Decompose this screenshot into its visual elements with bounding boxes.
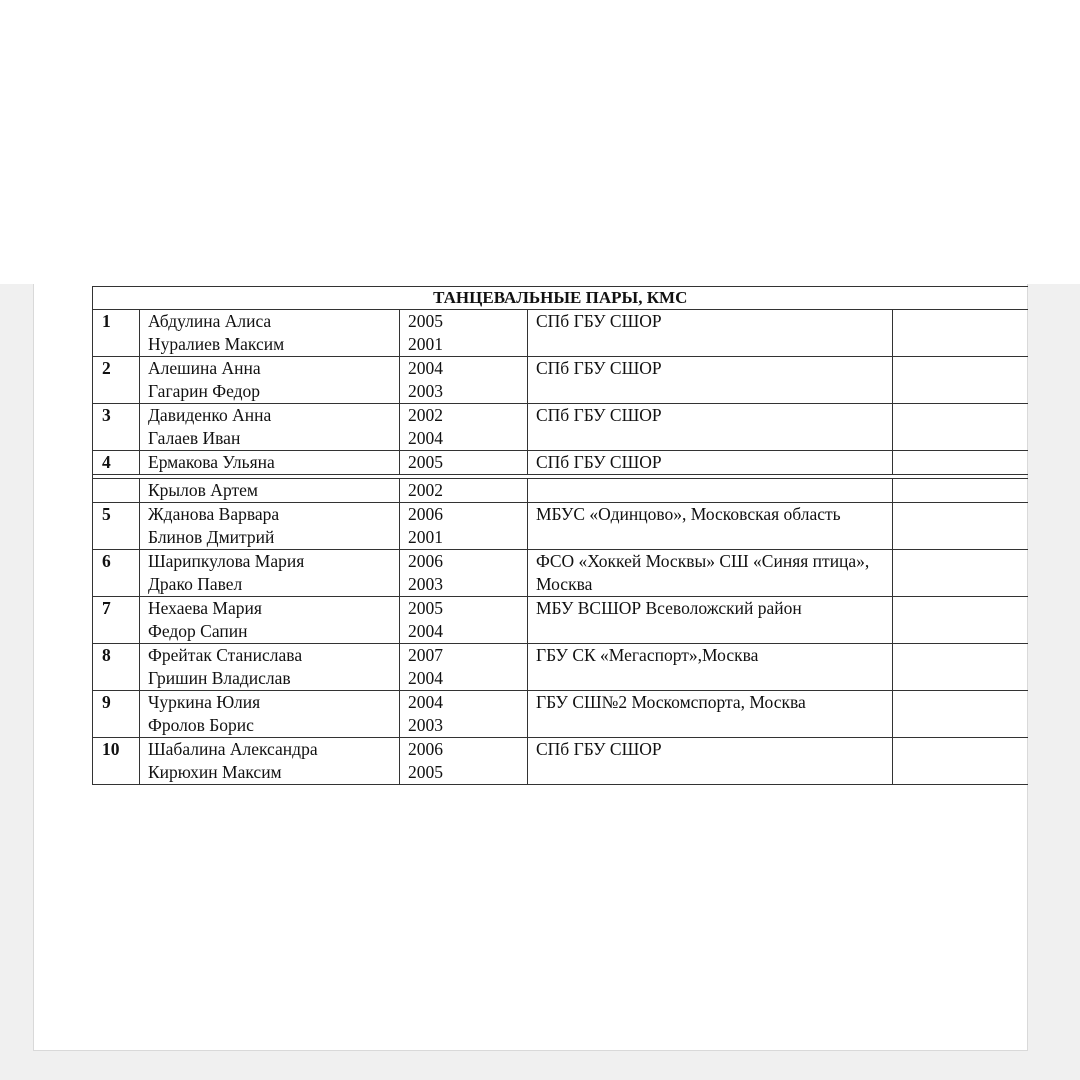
row-number: 8 (93, 644, 140, 691)
partner-name: Давиденко Анна (148, 405, 272, 425)
birth-year: 2006 (408, 739, 443, 759)
birth-year: 2004 (408, 428, 443, 448)
table-row (93, 404, 1028, 451)
table-row (93, 597, 1028, 644)
empty-cell (893, 644, 1028, 691)
birth-year: 2003 (408, 381, 443, 401)
pair-years (400, 357, 528, 404)
club-name: ГБУ СК «Мегаспорт»,Москва (528, 644, 893, 691)
birth-year: 2006 (408, 504, 443, 524)
pair-years (400, 691, 528, 738)
birth-year: 2003 (408, 715, 443, 735)
table-row (93, 644, 1028, 691)
page-top-margin (0, 0, 1080, 284)
empty-cell (893, 357, 1028, 404)
pair-years (400, 550, 528, 597)
partner-name: Фролов Борис (148, 715, 254, 735)
club-name: СПб ГБУ СШОР (528, 738, 893, 785)
partner-name: Фрейтак Станислава (148, 645, 303, 665)
birth-year: 2005 (400, 451, 528, 475)
partner-name: Ермакова Ульяна (140, 451, 400, 475)
partner-name: Абдулина Алиса (148, 311, 272, 331)
birth-year: 2002 (400, 479, 528, 503)
table-row (93, 451, 1028, 475)
pairs-table (92, 286, 1028, 785)
table-title-row (93, 287, 1028, 310)
table-row (93, 479, 1028, 503)
row-number: 1 (93, 310, 140, 357)
partner-name: Гришин Владислав (148, 668, 291, 688)
pair-names (140, 597, 400, 644)
row-number (93, 479, 140, 503)
pair-names (140, 644, 400, 691)
birth-year: 2004 (408, 668, 443, 688)
birth-year: 2005 (408, 762, 443, 782)
pair-years (400, 597, 528, 644)
partner-name: Гагарин Федор (148, 381, 261, 401)
partner-name: Кирюхин Максим (148, 762, 282, 782)
row-number: 4 (93, 451, 140, 475)
partner-name: Алешина Анна (148, 358, 261, 378)
birth-year: 2004 (408, 358, 443, 378)
partner-name: Чуркина Юлия (148, 692, 261, 712)
partner-name: Федор Сапин (148, 621, 248, 641)
table-row (93, 503, 1028, 550)
pair-names (140, 357, 400, 404)
empty-cell (893, 597, 1028, 644)
club-name: СПб ГБУ СШОР (528, 310, 893, 357)
table-row (93, 738, 1028, 785)
pair-years (400, 503, 528, 550)
birth-year: 2005 (408, 311, 443, 331)
pair-years (400, 644, 528, 691)
club-name: МБУ ВСШОР Всеволожский район (528, 597, 893, 644)
pair-names (140, 550, 400, 597)
row-number: 5 (93, 503, 140, 550)
pair-years (400, 738, 528, 785)
pair-years (400, 310, 528, 357)
club-name: МБУС «Одинцово», Московская область (528, 503, 893, 550)
row-number: 9 (93, 691, 140, 738)
row-number: 6 (93, 550, 140, 597)
empty-cell (893, 310, 1028, 357)
table-title: ТАНЦЕВАЛЬНЫЕ ПАРЫ, КМС (93, 287, 1028, 310)
birth-year: 2001 (408, 527, 443, 547)
empty-cell (893, 550, 1028, 597)
partner-name: Шабалина Александра (148, 739, 318, 759)
pair-names (140, 738, 400, 785)
empty-cell (893, 479, 1028, 503)
partner-name: Жданова Варвара (148, 504, 280, 524)
row-number: 2 (93, 357, 140, 404)
empty-cell (893, 738, 1028, 785)
club-name: ГБУ СШ№2 Москомспорта, Москва (528, 691, 893, 738)
partner-name: Нуралиев Максим (148, 334, 285, 354)
birth-year: 2002 (408, 405, 443, 425)
pair-names (140, 691, 400, 738)
club-name: СПб ГБУ СШОР (528, 451, 893, 475)
partner-name: Шарипкулова Мария (148, 551, 305, 571)
club-name (528, 479, 893, 503)
club-name: СПб ГБУ СШОР (528, 404, 893, 451)
pair-years (400, 404, 528, 451)
partner-name: Галаев Иван (148, 428, 241, 448)
row-number: 10 (93, 738, 140, 785)
pair-names (140, 503, 400, 550)
birth-year: 2004 (408, 621, 443, 641)
club-name: СПб ГБУ СШОР (528, 357, 893, 404)
row-number: 7 (93, 597, 140, 644)
birth-year: 2006 (408, 551, 443, 571)
table-row (93, 310, 1028, 357)
partner-name: Нехаева Мария (148, 598, 262, 618)
birth-year: 2007 (408, 645, 443, 665)
empty-cell (893, 404, 1028, 451)
birth-year: 2004 (408, 692, 443, 712)
birth-year: 2003 (408, 574, 443, 594)
club-name: ФСО «Хоккей Москвы» СШ «Синяя птица», Москва (528, 550, 893, 597)
partner-name: Драко Павел (148, 574, 243, 594)
table-row (93, 691, 1028, 738)
empty-cell (893, 503, 1028, 550)
birth-year: 2001 (408, 334, 443, 354)
row-number: 3 (93, 404, 140, 451)
partner-name: Крылов Артем (140, 479, 400, 503)
pair-names (140, 404, 400, 451)
table-row (93, 357, 1028, 404)
table-row (93, 550, 1028, 597)
birth-year: 2005 (408, 598, 443, 618)
pair-names (140, 310, 400, 357)
empty-cell (893, 451, 1028, 475)
empty-cell (893, 691, 1028, 738)
partner-name: Блинов Дмитрий (148, 527, 275, 547)
